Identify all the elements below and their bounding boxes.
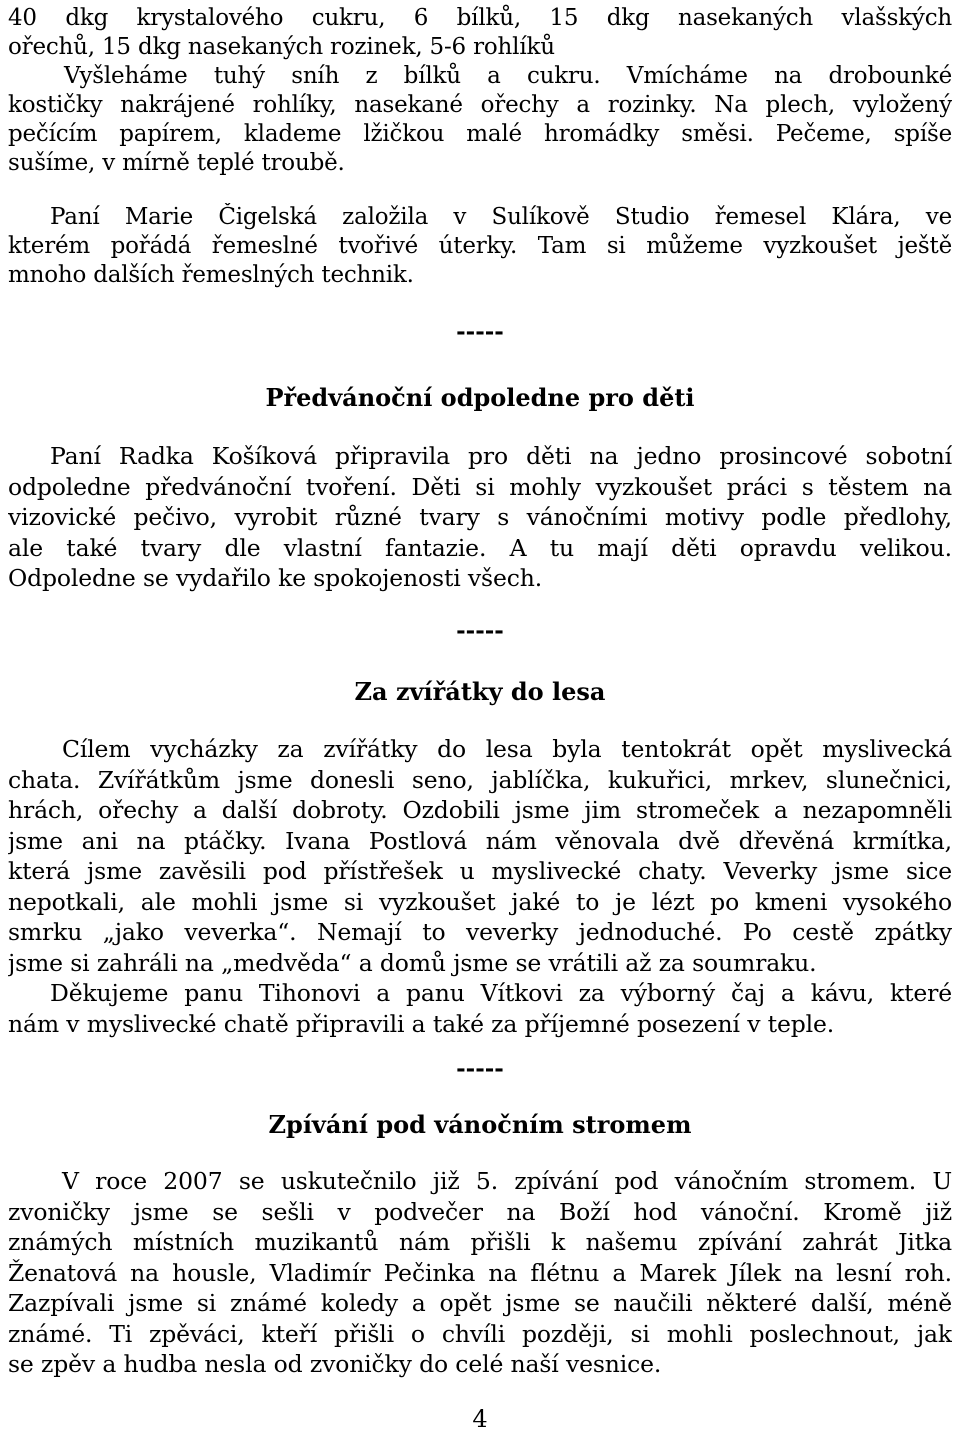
studio-line: mnoho dalších řemeslných technik. (8, 262, 414, 288)
studio-line: Paní Marie Čigelská založila v Sulíkově Studio řemesel Klára, ve (50, 204, 952, 230)
page-number: 4 (472, 1405, 488, 1433)
section-heading-advent: Předvánoční odpoledne pro děti (265, 383, 695, 412)
recipe-line: Vyšleháme tuhý sníh z bílků a cukru. Vmícháme na drobounké (64, 63, 952, 89)
studio-line: kterém pořádá řemeslné tvořivé úterky. Tam si můžeme vyzkoušet ještě (8, 233, 952, 259)
singing-line: Zazpívali jsme si známé koledy a opět jsme se naučili některé další, méně (8, 1289, 952, 1317)
forest-line: která jsme zavěsili pod přístřešek u myslivecké chaty. Veverky jsme sice (8, 857, 952, 885)
forest-line: hrách, ořechy a další dobroty. Ozdobili jsme jim stromeček a nezapomněli (8, 796, 952, 824)
singing-line: známých místních muzikantů nám přišli k našemu zpívání zahrát Jitka (8, 1228, 952, 1256)
section-heading-forest: Za zvířátky do lesa (354, 677, 606, 706)
studio-paragraph (8, 203, 952, 290)
singing-line: zvoničky jsme se sešli v podvečer na Boží hod vánoční. Kromě již (8, 1197, 952, 1226)
section-separator: ----- (456, 617, 504, 644)
section-separator: ----- (456, 318, 504, 345)
recipe-paragraph (8, 4, 952, 178)
forest-paragraph (8, 734, 952, 1039)
advent-paragraph (8, 441, 952, 594)
forest-thanks-line: nám v myslivecké chatě připravili a také za příjemné posezení v teple. (8, 1009, 835, 1038)
recipe-line: pečícím papírem, klademe lžičkou malé hromádky směsi. Pečeme, spíše (8, 121, 952, 147)
section-separator: ----- (456, 1055, 504, 1082)
section-heading-singing: Zpívání pod vánočním stromem (268, 1110, 692, 1139)
forest-line: chata. Zvířátkům jsme donesli seno, jablíčka, kukuřici, mrkev, slunečnici, (8, 765, 952, 794)
advent-line: Paní Radka Košíková připravila pro děti na jedno prosincové sobotní (50, 442, 952, 470)
advent-line: odpoledne předvánoční tvoření. Děti si mohly vyzkoušet práci s těstem na (8, 472, 952, 501)
singing-paragraph (8, 1166, 952, 1380)
recipe-line: ořechů, 15 dkg nasekaných rozinek, 5-6 rohlíků (8, 34, 555, 60)
forest-line: Cílem vycházky za zvířátky do lesa byla tentokrát opět myslivecká (62, 735, 952, 763)
advent-line: vizovické pečivo, vyrobit různé tvary s vánočními motivy podle předlohy, (8, 503, 952, 531)
recipe-line: kostičky nakrájené rohlíky, nasekané ořechy a rozinky. Na plech, vyložený (8, 92, 952, 118)
singing-line: se zpěv a hudba nesla od zvoničky do celé naší vesnice. (8, 1350, 662, 1378)
singing-line: známé. Ti zpěváci, kteří přišli o chvíli později, si mohli poslechnout, jak (8, 1319, 952, 1348)
forest-thanks-line: Děkujeme panu Tihonovi a panu Vítkovi za výborný čaj a kávu, které (50, 979, 952, 1007)
singing-line: Ženatová na housle, Vladimír Pečinka na flétnu a Marek Jílek na lesní roh. (8, 1258, 952, 1287)
singing-line: V roce 2007 se uskutečnilo již 5. zpívání pod vánočním stromem. U (62, 1167, 952, 1195)
forest-line: nepotkali, ale mohli jsme si vyzkoušet jaké to je lézt po kmeni vysokého (8, 887, 952, 916)
forest-line: jsme si zahráli na „medvěda“ a domů jsme se vrátili až za soumraku. (8, 948, 817, 977)
recipe-line: sušíme, v mírně teplé troubě. (8, 150, 345, 176)
advent-line: ale také tvary dle vlastní fantazie. A tu mají děti opravdu velikou. (8, 533, 952, 562)
recipe-line: 40 dkg krystalového cukru, 6 bílků, 15 dkg nasekaných vlašských (8, 5, 952, 31)
forest-line: jsme ani na ptáčky. Ivana Postlová nám věnovala dvě dřevěná krmítka, (8, 826, 952, 855)
advent-line: Odpoledne se vydařilo ke spokojenosti všech. (8, 564, 543, 592)
forest-line: smrku „jako veverka“. Nemají to veverky jednoduché. Po cestě zpátky (8, 918, 952, 946)
